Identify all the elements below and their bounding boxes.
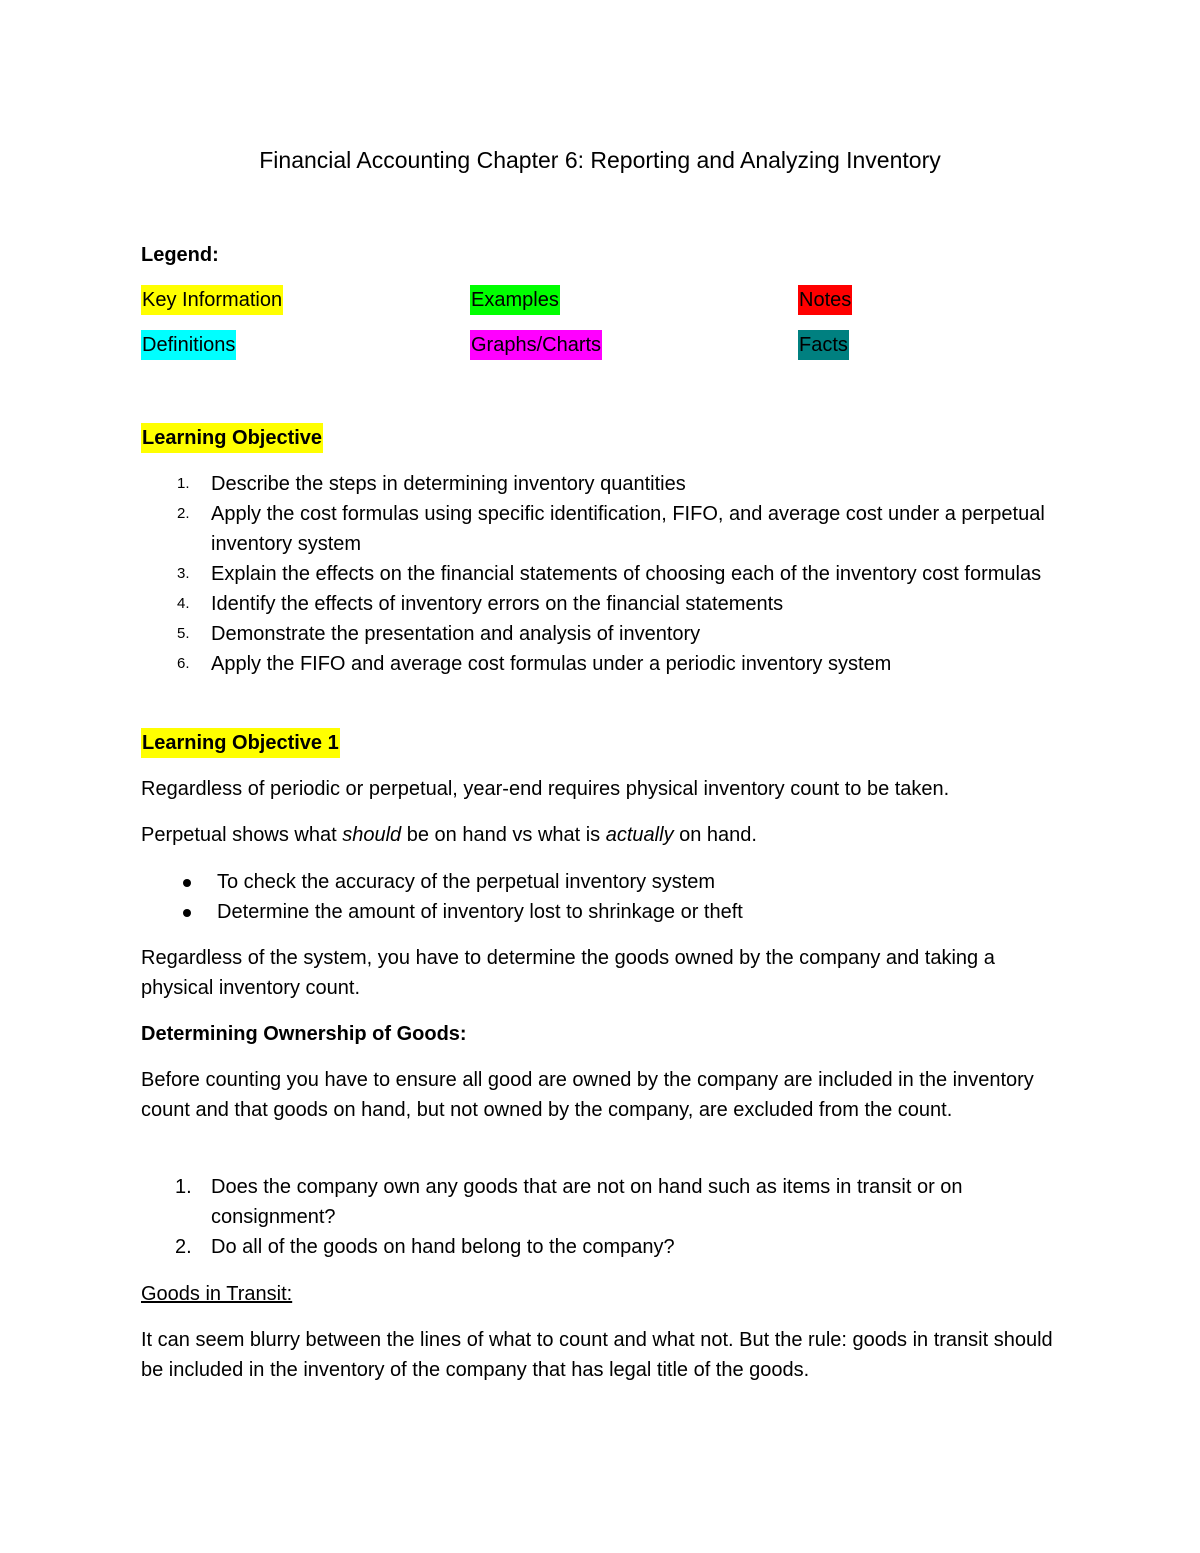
- list-item: 5. Demonstrate the presentation and analysis of inventory: [177, 623, 701, 645]
- legend-definitions: Definitions: [141, 330, 236, 360]
- bullet-icon: [183, 909, 191, 917]
- list-item: 2. Do all of the goods on hand belong to the company?: [175, 1236, 675, 1258]
- list-item: Determine the amount of inventory lost to shrinkage or theft: [141, 897, 1061, 927]
- legend-graphs-charts: Graphs/Charts: [470, 330, 602, 360]
- legend-notes: Notes: [798, 285, 852, 315]
- paragraph-determine-goods: Regardless of the system, you have to determine the goods owned by the company and taking a physical inventory count.: [141, 947, 995, 999]
- list-item: To check the accuracy of the perpetual inventory system: [141, 867, 1061, 897]
- learning-objective-heading: Learning Objective: [141, 423, 323, 453]
- paragraph-transit-rule: It can seem blurry between the lines of what to count and what not. But the rule: goods in transit should be included in the inventory of the company that has legal title of the goods.: [141, 1329, 1053, 1381]
- ownership-heading: Determining Ownership of Goods:: [141, 1023, 467, 1045]
- list-item: 1. Does the company own any goods that are not on hand such as items in transit or on consignment?: [175, 1176, 963, 1228]
- goods-in-transit-heading: Goods in Transit:: [141, 1283, 293, 1305]
- legend-examples: Examples: [470, 285, 560, 315]
- bullet-list: [141, 867, 1061, 927]
- bullet-icon: [183, 879, 191, 887]
- list-item: 2. Apply the cost formulas using specific identification, FIFO, and average cost under a perpetual inventory system: [177, 503, 1045, 555]
- legend-label: Legend:: [141, 244, 219, 266]
- paragraph-perpetual: Perpetual shows what should be on hand vs what is actually on hand.: [141, 824, 757, 846]
- question-list: [141, 1172, 1061, 1262]
- list-item: 3. Explain the effects on the financial statements of choosing each of the inventory cost formulas: [177, 563, 1042, 585]
- legend-facts: Facts: [798, 330, 849, 360]
- list-item: 6. Apply the FIFO and average cost formulas under a periodic inventory system: [177, 653, 892, 675]
- document-title: Financial Accounting Chapter 6: Reporting and Analyzing Inventory: [259, 147, 941, 173]
- learning-objective-list: [141, 469, 1061, 679]
- learning-objective-1-heading: Learning Objective 1: [141, 728, 340, 758]
- list-item: 4. Identify the effects of inventory errors on the financial statements: [177, 593, 784, 615]
- legend-key-information: Key Information: [141, 285, 283, 315]
- paragraph-before-counting: Before counting you have to ensure all good are owned by the company are included in the inventory count and that goods on hand, but not owned by the company, are excluded from the count.: [141, 1069, 1034, 1121]
- list-item: 1. Describe the steps in determining inventory quantities: [177, 473, 686, 495]
- paragraph-physical-count: Regardless of periodic or perpetual, year-end requires physical inventory count to be taken.: [141, 778, 950, 800]
